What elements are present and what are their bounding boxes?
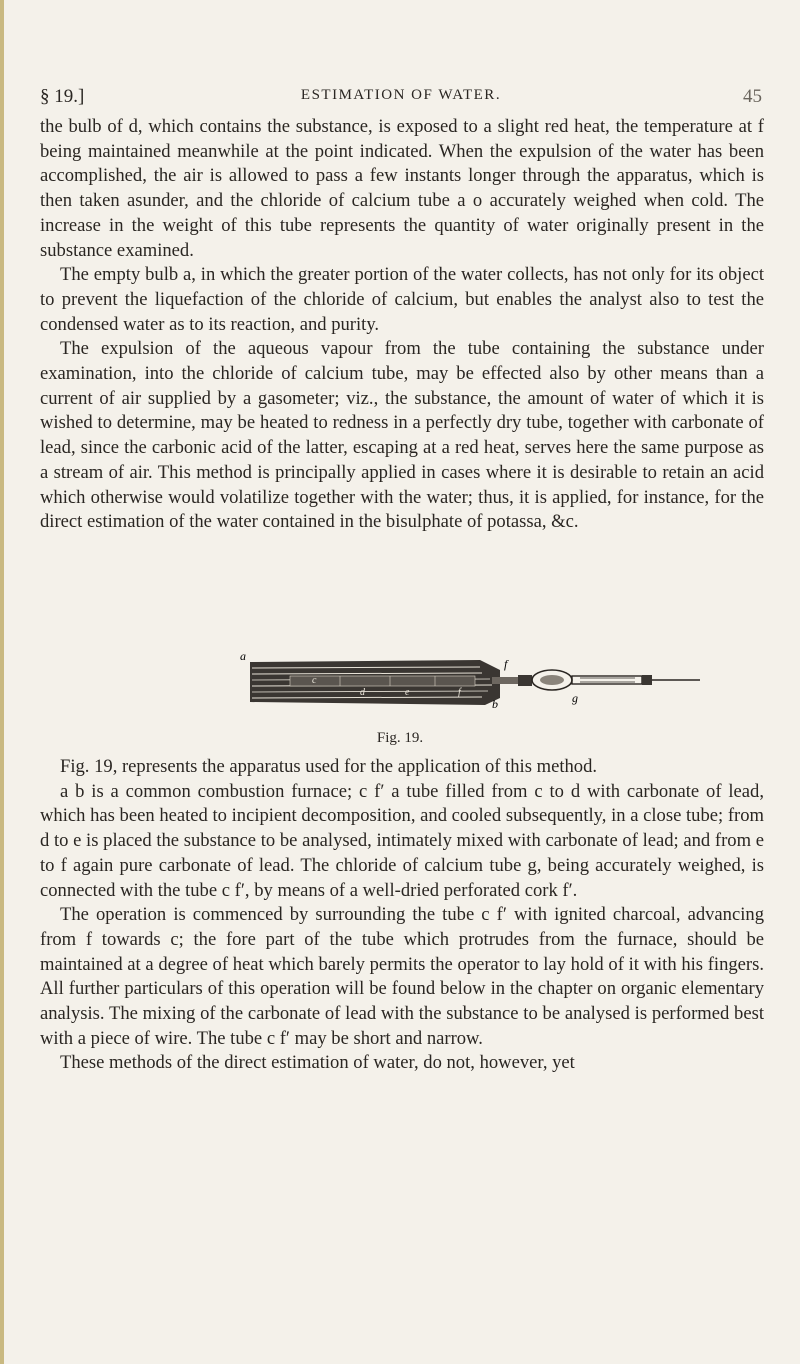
running-title: ESTIMATION OF WATER.	[300, 87, 502, 103]
label-g: g	[572, 691, 578, 705]
label-f: f	[458, 687, 461, 698]
label-e: e	[405, 687, 410, 698]
running-head	[40, 86, 762, 110]
figure-caption: Fig. 19.	[376, 730, 424, 746]
paragraph: Fig. 19, represents the apparatus used for the application of this method.	[60, 756, 598, 777]
page-number: 45	[743, 86, 762, 107]
label-a: a	[240, 650, 246, 663]
page-binding-edge	[0, 0, 4, 1364]
chloride-of-calcium-tube	[532, 670, 700, 690]
paragraph: The expulsion of the aqueous vapour from the tube containing the substance under examination, into the chloride of calcium tube, may be effected also by other means than a current of air supplied by a gasometer; viz., the substance, the amount of water of which it is wished to determine, may be heated to redness in a perfectly dry tube, together with carbonate of lead, since the carbonic acid of the latter, escaping at a red heat, serves here the same purpose as a stream of air. This method is principally applied in cases where it is desirable to retain an acid which otherwise would volatilize together with the water; thus, it is applied, for instance, for the direct estimation of the water contained in the bisulphate of potassa, &c.	[40, 338, 764, 533]
label-c: c	[312, 675, 317, 686]
combustion-furnace	[250, 660, 500, 705]
paragraph: The operation is commenced by surrounding the tube c f′ with ignited charcoal, advancing from f towards c; the fore part of the tube which protrudes from the furnace, should be maintained at a degree of heat which barely permits the operator to lay hold of it with his fingers. All further particulars of this operation will be found below in the chapter on organic elementary analysis. The mixing of the carbonate of lead with the substance to be analysed is performed best with a piece of wire. The tube c f′ may be short and narrow.	[40, 904, 764, 1049]
body-text-top	[40, 115, 764, 535]
label-d: d	[360, 687, 365, 698]
paragraph: the bulb of d, which contains the substance, is exposed to a slight red heat, the temperature at f being maintained meanwhile at the point indicated. When the expulsion of the water has been accomplished, the air is allowed to pass a few instants longer through the apparatus, which is then taken asunder, and the chloride of calcium tube a o accurately weighed when cold. The increase in the weight of this tube represents the quantity of water originally present in the substance examined.	[40, 116, 764, 261]
paragraph: The empty bulb a, in which the greater portion of the water collects, has not only for its object to prevent the liquefaction of the chloride of calcium, but enables the analyst also to test the condensed water as to its reaction, and purity.	[40, 264, 764, 335]
paragraph: These methods of the direct estimation of water, do not, however, yet	[60, 1052, 575, 1074]
section-reference: § 19.]	[40, 86, 85, 107]
body-text-bottom	[40, 755, 764, 1076]
apparatus-figure	[230, 650, 740, 710]
label-f-prime: f	[504, 657, 508, 671]
label-b: b	[492, 697, 498, 710]
paragraph: a b is a common combustion furnace; c f′ a tube filled from c to d with carbonate of lead, which has been heated to incipient decomposition, and cooled subsequently, in a close tube; from d to e is placed the substance to be analysed, intimately mixed with carbonate of lead; and from e to f again pure carbonate of lead. The chloride of calcium tube g, being accurately weighed, is connected with the tube c f′, by means of a well-dried perforated cork f′.	[40, 780, 764, 901]
